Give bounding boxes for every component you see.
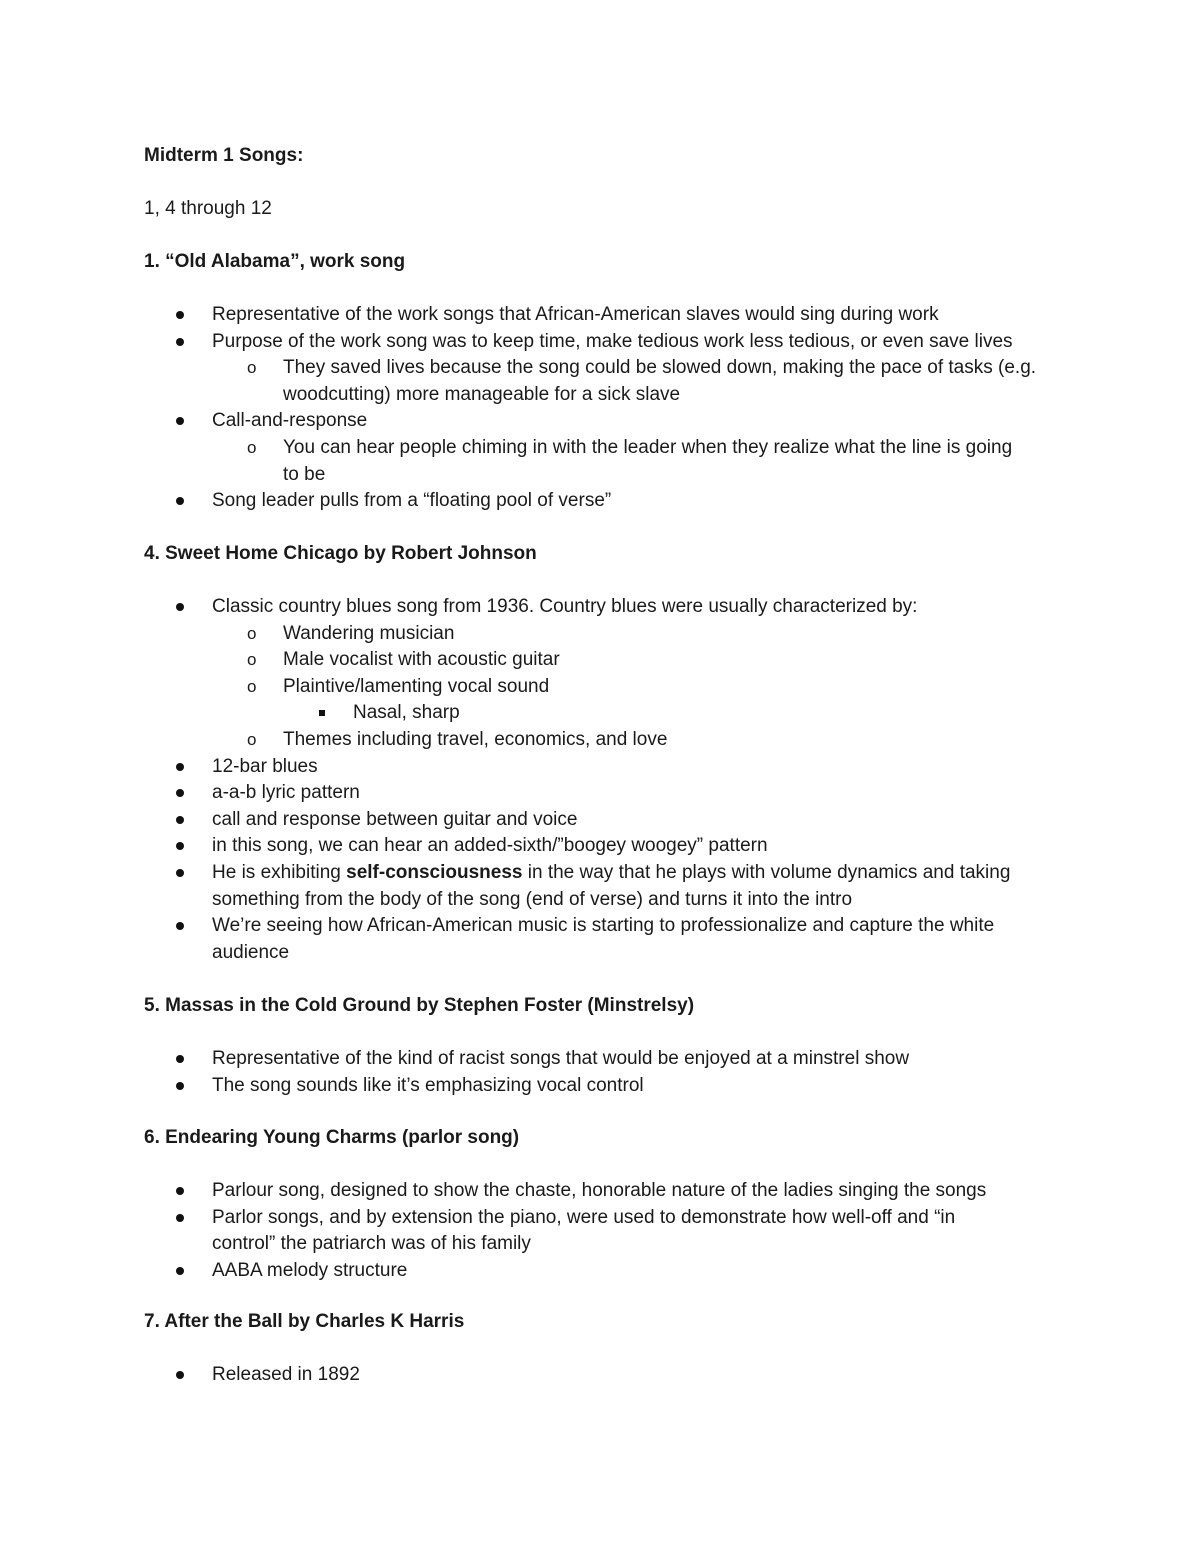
page-subtitle: 1, 4 through 12 [144, 198, 272, 219]
bullet-dot-icon [174, 329, 196, 355]
bullet-dot-icon [174, 302, 196, 328]
bullet-circle-icon: o [247, 624, 257, 643]
bullet-dot-icon [174, 913, 196, 939]
bullet-circle-icon: o [247, 730, 257, 749]
list-item-line: Parlour song, designed to show the chaste, honorable nature of the ladies singing the songs [212, 1180, 987, 1201]
list-item-line: a-a-b lyric pattern [212, 782, 360, 803]
list-item-line: to be [283, 464, 326, 485]
bullet-dot-icon [174, 807, 196, 833]
bullet-dot-icon [174, 833, 196, 859]
bullet-dot-icon [174, 780, 196, 806]
list-item-line: call and response between guitar and voice [212, 809, 578, 830]
list-item-line: in this song, we can hear an added-sixth/”boogey woogey” pattern [212, 835, 768, 856]
list-item-line: Representative of the kind of racist songs that would be enjoyed at a minstrel show [212, 1048, 910, 1069]
bullet-dot-icon [174, 754, 196, 780]
section-heading: 5. Massas in the Cold Ground by Stephen Foster (Minstrelsy) [144, 995, 695, 1016]
bullet-dot-icon [174, 1178, 196, 1204]
bullet-dot-icon [174, 408, 196, 434]
list-item-line: Released in 1892 [212, 1364, 360, 1385]
bullet-dot-icon [174, 594, 196, 620]
list-item-line: AABA melody structure [212, 1260, 408, 1281]
list-item-line: Parlor songs, and by extension the piano, were used to demonstrate how well-off and “in [212, 1207, 956, 1228]
list-item-line [212, 860, 1010, 886]
page-title: Midterm 1 Songs: [144, 145, 304, 166]
list-item-line: They saved lives because the song could be slowed down, making the pace of tasks (e.g. [283, 357, 1037, 378]
bullet-dot-icon [174, 1073, 196, 1099]
bullet-dot-icon [174, 860, 196, 886]
list-item-line: 12-bar blues [212, 756, 318, 777]
list-item-line: Plaintive/lamenting vocal sound [283, 676, 550, 697]
list-item-line: audience [212, 942, 290, 963]
bullet-circle-icon: o [247, 677, 257, 696]
list-item-line: Nasal, sharp [353, 702, 460, 723]
bullet-dot-icon [174, 1205, 196, 1231]
list-item-line: The song sounds like it’s emphasizing vocal control [212, 1075, 644, 1096]
list-item-line: something from the body of the song (end of verse) and turns it into the intro [212, 889, 853, 910]
section-heading: 6. Endearing Young Charms (parlor song) [144, 1127, 520, 1148]
bullet-dot-icon [174, 1046, 196, 1072]
list-item-line: woodcutting) more manageable for a sick slave [283, 384, 681, 405]
section-heading: 1. “Old Alabama”, work song [144, 251, 406, 272]
list-item-line: Song leader pulls from a “floating pool of verse” [212, 490, 612, 511]
list-item-text: He is exhibiting [212, 862, 347, 883]
bullet-dot-icon [174, 488, 196, 514]
bullet-circle-icon: o [247, 358, 257, 377]
bullet-square-icon [317, 700, 339, 726]
bullet-circle-icon: o [247, 650, 257, 669]
list-item-line: control” the patriarch was of his family [212, 1233, 531, 1254]
bullet-circle-icon: o [247, 438, 257, 457]
list-item-line: Themes including travel, economics, and love [283, 729, 668, 750]
list-item-line: You can hear people chiming in with the leader when they realize what the line is going [283, 437, 1013, 458]
list-item-line: Wandering musician [283, 623, 455, 644]
emphasis-term: self-consciousness [346, 862, 523, 883]
list-item-line: Call-and-response [212, 410, 368, 431]
list-item-text: in the way that he plays with volume dynamics and taking [522, 862, 1011, 883]
section-heading: 7. After the Ball by Charles K Harris [144, 1311, 465, 1332]
list-item-line: Representative of the work songs that African-American slaves would sing during work [212, 304, 939, 325]
section-heading: 4. Sweet Home Chicago by Robert Johnson [144, 543, 537, 564]
bullet-dot-icon [174, 1362, 196, 1388]
list-item-line: Male vocalist with acoustic guitar [283, 649, 560, 670]
list-item-line: Classic country blues song from 1936. Country blues were usually characterized by: [212, 596, 918, 617]
bullet-dot-icon [174, 1258, 196, 1284]
list-item-line: We’re seeing how African-American music is starting to professionalize and capture the white [212, 915, 995, 936]
list-item-line: Purpose of the work song was to keep time, make tedious work less tedious, or even save lives [212, 331, 1013, 352]
